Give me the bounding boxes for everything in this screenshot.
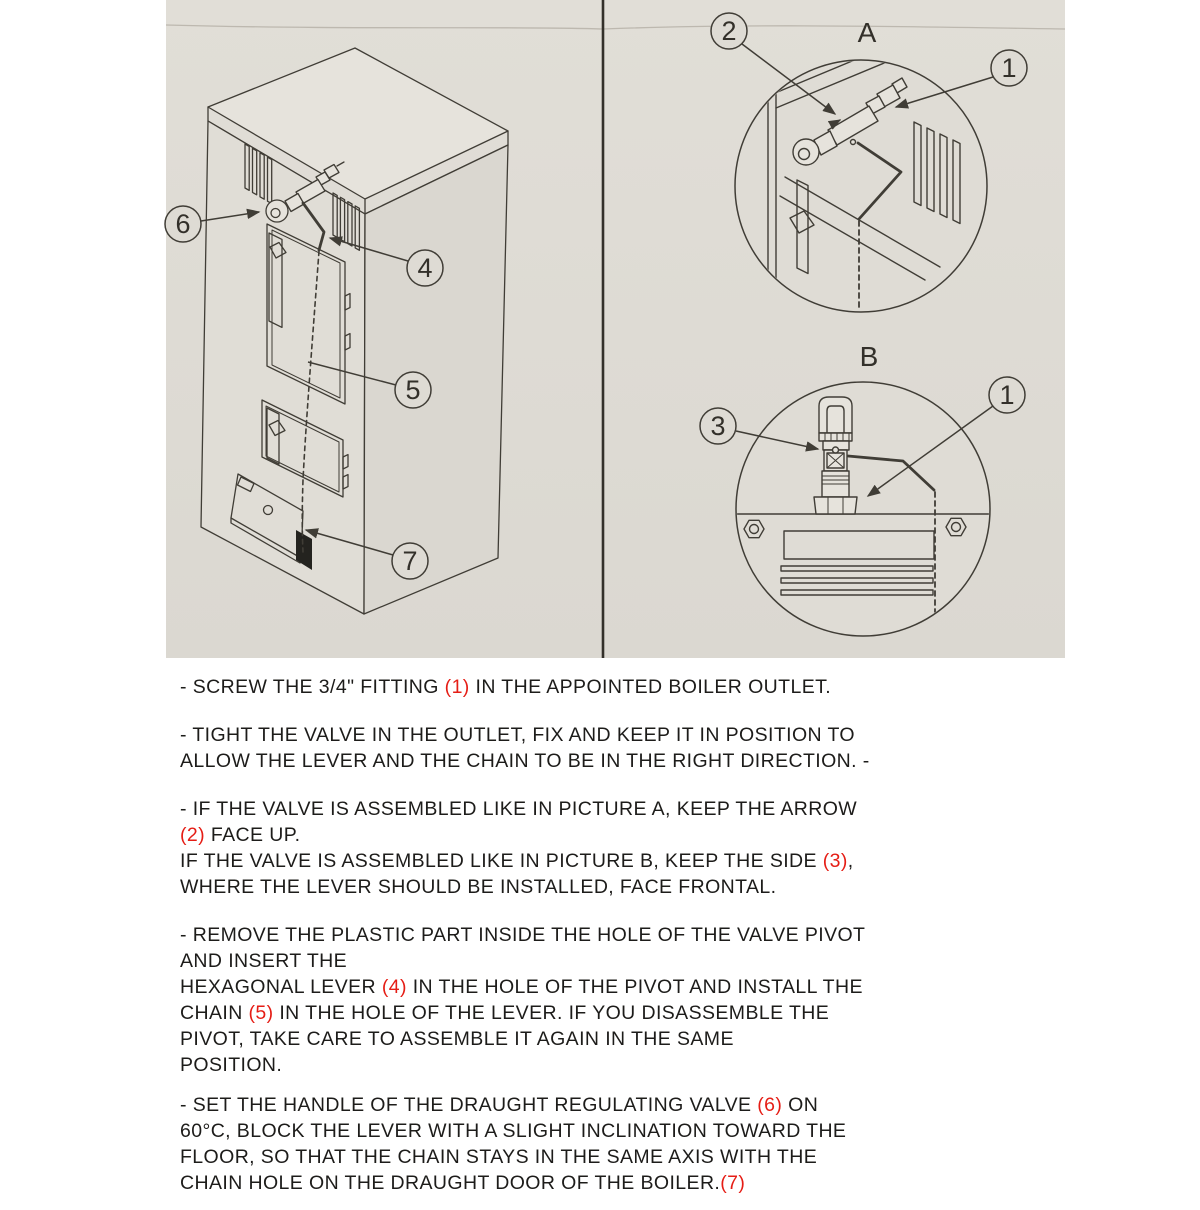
instruction-line — [180, 948, 1070, 974]
instruction-ref-number: (6) — [757, 1094, 783, 1116]
instruction-paragraph — [180, 922, 1070, 1078]
instruction-text-segment: ON — [782, 1094, 819, 1116]
callout-4-label: 4 — [417, 253, 433, 283]
boiler-side-face — [364, 145, 508, 614]
instruction-paragraph — [180, 796, 1070, 900]
instruction-text-segment: IN THE HOLE OF THE PIVOT AND INSTALL THE — [406, 976, 863, 998]
instruction-text-segment: - SET THE HANDLE OF THE DRAUGHT REGULATING VALVE — [180, 1094, 758, 1116]
instruction-line — [180, 1118, 1070, 1144]
instruction-text-segment: - SCREW THE 3/4" FITTING — [180, 676, 445, 698]
instruction-line — [180, 1000, 1070, 1026]
instruction-text-segment: CHAIN HOLE ON THE DRAUGHT DOOR OF THE BOILER. — [180, 1172, 721, 1194]
instruction-line — [180, 848, 1070, 874]
instruction-ref-number: (3) — [822, 850, 848, 872]
instruction-paragraph — [180, 674, 1070, 700]
instruction-ref-number: (2) — [180, 824, 206, 846]
valve-fitting-b — [814, 497, 857, 514]
instructions-text — [180, 674, 1070, 1210]
instruction-line — [180, 922, 1070, 948]
instruction-line — [180, 1026, 1070, 1052]
detail-a-background — [735, 60, 987, 312]
instruction-text-segment: CHAIN — [180, 1002, 249, 1024]
instruction-text-segment: IN THE APPOINTED BOILER OUTLET. — [469, 676, 832, 698]
instruction-line — [180, 1170, 1070, 1196]
instruction-paragraph — [180, 1092, 1070, 1196]
instruction-text-segment: IN THE HOLE OF THE LEVER. IF YOU DISASSEMBLE THE — [273, 1002, 830, 1024]
callout-2-label: 2 — [721, 16, 737, 46]
callout-3-label: 3 — [710, 411, 726, 441]
instruction-text-segment: FACE UP. — [205, 824, 301, 846]
instruction-text-segment: FLOOR, SO THAT THE CHAIN STAYS IN THE SAME AXIS WITH THE — [180, 1146, 818, 1168]
instruction-ref-number: (1) — [444, 676, 470, 698]
valve-cap-b — [819, 397, 852, 433]
callout-6-label: 6 — [175, 209, 191, 239]
callout-7-label: 7 — [402, 546, 418, 576]
detail-b-background — [736, 382, 990, 636]
instruction-text-segment: WHERE THE LEVER SHOULD BE INSTALLED, FACE FRONTAL. — [180, 876, 777, 898]
instruction-line — [180, 822, 1070, 848]
instruction-line — [180, 674, 1070, 700]
instruction-line — [180, 1052, 1070, 1078]
detail-b-letter: B — [859, 341, 879, 372]
callout-1b-label: 1 — [999, 380, 1015, 410]
instruction-line — [180, 1144, 1070, 1170]
instruction-paragraph — [180, 722, 1070, 774]
instruction-text-segment: 60°C, BLOCK THE LEVER WITH A SLIGHT INCLINATION TOWARD THE — [180, 1120, 847, 1142]
instruction-ref-number: (5) — [248, 1002, 274, 1024]
instruction-ref-number: (4) — [381, 976, 407, 998]
instruction-line — [180, 1092, 1070, 1118]
instruction-line — [180, 722, 1070, 748]
instruction-text-segment: AND INSERT THE — [180, 950, 348, 972]
instruction-line — [180, 974, 1070, 1000]
instruction-text-segment: - REMOVE THE PLASTIC PART INSIDE THE HOLE OF THE VALVE PIVOT — [180, 924, 866, 946]
instruction-text-segment: HEXAGONAL LEVER — [180, 976, 382, 998]
instruction-text-segment: - TIGHT THE VALVE IN THE OUTLET, FIX AND KEEP IT IN POSITION TO — [180, 724, 855, 746]
instruction-text-segment: , — [847, 850, 854, 872]
instruction-line — [180, 874, 1070, 900]
instruction-text-segment: POSITION. — [180, 1054, 283, 1076]
detail-a-letter: A — [857, 17, 877, 48]
instruction-text-segment: - IF THE VALVE IS ASSEMBLED LIKE IN PICTURE A, KEEP THE ARROW — [180, 798, 858, 820]
callout-5-label: 5 — [405, 375, 421, 405]
instruction-line — [180, 748, 1070, 774]
instruction-line — [180, 796, 1070, 822]
callout-1a-label: 1 — [1001, 53, 1017, 83]
instruction-ref-number: (7) — [720, 1172, 746, 1194]
instruction-text-segment: ALLOW THE LEVER AND THE CHAIN TO BE IN THE RIGHT DIRECTION. - — [180, 750, 870, 772]
instruction-text-segment: IF THE VALVE IS ASSEMBLED LIKE IN PICTURE B, KEEP THE SIDE — [180, 850, 823, 872]
instruction-text-segment: PIVOT, TAKE CARE TO ASSEMBLE IT AGAIN IN THE SAME — [180, 1028, 734, 1050]
